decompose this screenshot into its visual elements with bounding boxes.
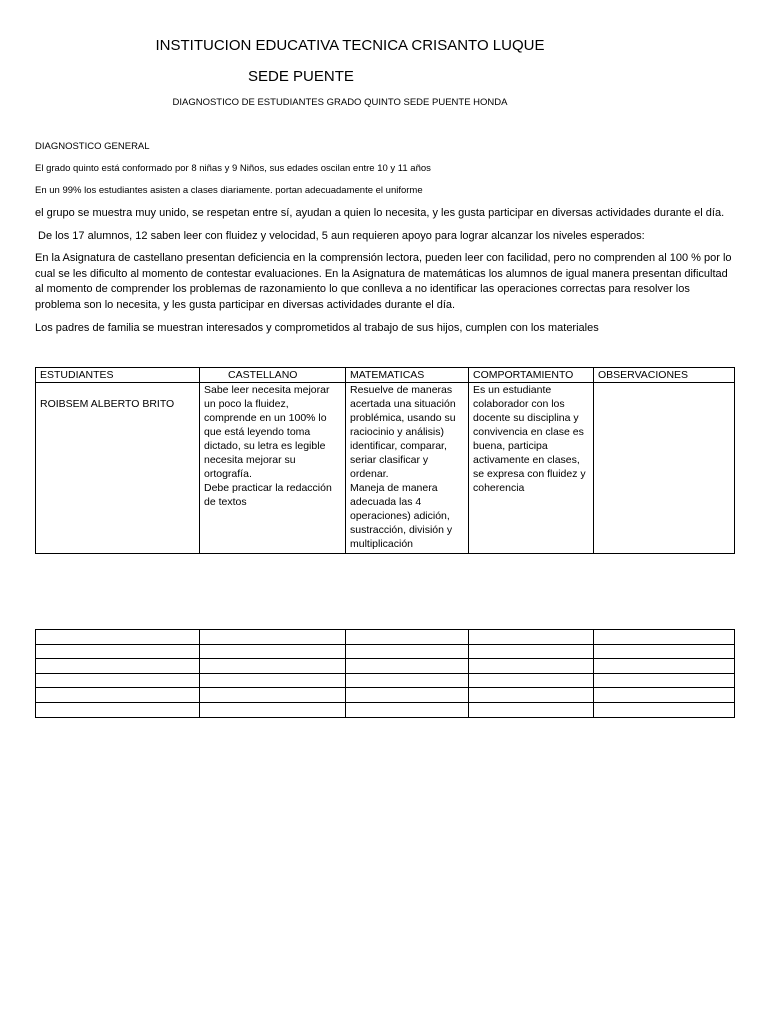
- empty-cell: [36, 673, 200, 688]
- empty-cell: [594, 659, 735, 674]
- empty-cell: [200, 688, 346, 703]
- header-estudiantes: ESTUDIANTES: [36, 368, 200, 383]
- empty-cell: [346, 659, 469, 674]
- empty-cell: [36, 644, 200, 659]
- cell-student-wrap: [36, 383, 200, 554]
- empty-cell: [200, 673, 346, 688]
- paragraph-parents: Los padres de familia se muestran interesados y comprometidos al trabajo de sus hijos, cumplen con los materiales: [35, 322, 599, 334]
- empty-cell: [200, 702, 346, 717]
- cell-comportamiento-wrap: [469, 383, 594, 554]
- paragraph-subjects: En la Asignatura de castellano presentan deficiencia en la comprensión lectora, pueden leer con facilidad, pero no comprenden al 100 % por lo cual se les dificulto al momento de contestar evaluaciones. En la Asignatura de matemáticas los alumnos de igual manera presentan dificultad al momento de comprender los problemas de razonamiento lo que conlleva a no identificar las operaciones correctas para resolver los problema son lo necesita, y les gusta participar en diversas actividades durante el día.: [35, 252, 732, 311]
- empty-cell: [36, 659, 200, 674]
- empty-row: [36, 673, 735, 688]
- empty-cell: [346, 644, 469, 659]
- empty-table: [35, 629, 735, 718]
- empty-cell: [469, 644, 594, 659]
- document-heading: DIAGNOSTICO DE ESTUDIANTES GRADO QUINTO SEDE PUENTE HONDA: [172, 97, 508, 108]
- cell-matematicas-wrap: [346, 383, 469, 554]
- cell-matematicas: Resuelve de maneras acertada una situación problémica, usando su raciocinio y análisis) identificar, comparar, seriar clasificar y ordenar. Maneja de manera adecuada las 4 operaciones) adición, sustracción, división y multiplicación: [350, 384, 456, 550]
- cell-student: ROIBSEM ALBERTO BRITO: [40, 398, 175, 410]
- empty-row: [36, 688, 735, 703]
- empty-cell: [346, 673, 469, 688]
- cell-castellano-wrap: [200, 383, 346, 554]
- cell-castellano: Sabe leer necesita mejorar un poco la fluidez, comprende en un 100% lo que está leyendo toma dictado, su letra es legible necesita mejorar su ortografía. Debe practicar la redacción de textos: [204, 384, 332, 508]
- table-header-row: [36, 368, 735, 383]
- empty-row: [36, 702, 735, 717]
- empty-row: [36, 659, 735, 674]
- empty-cell: [200, 630, 346, 645]
- diagnostic-table: [35, 367, 735, 554]
- empty-cell: [594, 702, 735, 717]
- empty-cell: [469, 673, 594, 688]
- empty-cell: [594, 644, 735, 659]
- general-label: DIAGNOSTICO GENERAL: [35, 141, 150, 152]
- header-castellano: CASTELLANO: [200, 368, 346, 383]
- empty-cell: [200, 659, 346, 674]
- empty-cell: [36, 630, 200, 645]
- empty-cell: [594, 673, 735, 688]
- empty-cell: [346, 688, 469, 703]
- empty-cell: [200, 644, 346, 659]
- empty-cell: [594, 688, 735, 703]
- empty-cell: [469, 630, 594, 645]
- empty-row: [36, 630, 735, 645]
- paragraph-reading: De los 17 alumnos, 12 saben leer con fluidez y velocidad, 5 aun requieren apoyo para lograr alcanzar los niveles esperados:: [35, 230, 645, 242]
- empty-cell: [346, 702, 469, 717]
- empty-cell: [469, 688, 594, 703]
- header-observaciones: OBSERVACIONES: [594, 368, 735, 383]
- document-title: INSTITUCION EDUCATIVA TECNICA CRISANTO LUQUE: [155, 37, 545, 54]
- document-subtitle: SEDE PUENTE: [248, 68, 354, 85]
- header-comportamiento: COMPORTAMIENTO: [469, 368, 594, 383]
- empty-cell: [469, 702, 594, 717]
- table-row: [36, 383, 735, 554]
- paragraph-group: el grupo se muestra muy unido, se respetan entre sí, ayudan a quien lo necesita, y les gusta participar en diversas actividades durante el día.: [35, 207, 725, 219]
- cell-observaciones-wrap: [594, 383, 735, 554]
- general-line-1: El grado quinto está conformado por 8 niñas y 9 Niños, sus edades oscilan entre 10 y 11 años: [35, 163, 431, 174]
- general-line-2: En un 99% los estudiantes asisten a clases diariamente. portan adecuadamente el uniforme: [35, 185, 423, 196]
- empty-row: [36, 644, 735, 659]
- empty-cell: [346, 630, 469, 645]
- cell-comportamiento: Es un estudiante colaborador con los docente su disciplina y convivencia en clase es buena, participa activamente en clases, se expresa con fluidez y coherencia: [473, 384, 586, 494]
- empty-cell: [469, 659, 594, 674]
- empty-cell: [36, 702, 200, 717]
- empty-cell: [36, 688, 200, 703]
- empty-cell: [594, 630, 735, 645]
- header-matematicas: MATEMATICAS: [346, 368, 469, 383]
